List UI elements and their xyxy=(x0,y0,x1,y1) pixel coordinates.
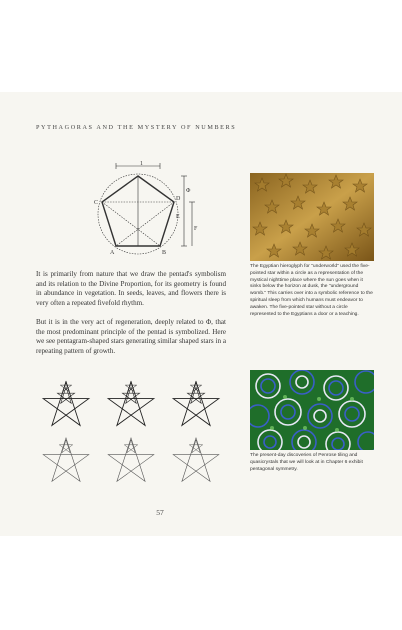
label-c: C xyxy=(94,200,99,206)
label-f: F xyxy=(194,226,198,232)
page-number: 57 xyxy=(156,508,164,517)
paragraph-regeneration: But it is in the very act of regeneration, deeply related to Φ, that the most predominant principle of the pentad is symbolized. Here we see pentagram-shaped stars generating similar shaped stars in a repeating pattern of growth. xyxy=(36,318,226,355)
star-bottom-3 xyxy=(173,438,219,481)
star-top-1 xyxy=(43,381,89,425)
caption-egyptian-hieroglyph: The Egyptian hieroglyph for "underworld" used the five-pointed star within a circle as a representation of the mystical nighttime place where the sun goes when it sinks below the horizon at dusk, the "underground womb." This carries over into a symbolic reference to the spiritual sleep from which humans must endeavor to awaken. The five-pointed star without a circle represented to the Egyptians a door or a teaching. xyxy=(250,264,373,317)
label-b: B xyxy=(162,250,167,256)
label-d: D xyxy=(176,196,181,202)
star-top-2 xyxy=(108,381,154,425)
star-bottom-2 xyxy=(108,438,154,481)
label-one: 1 xyxy=(140,161,143,167)
caption-penrose-tiling: The present-day discoveries of Penrose tiling and quasicrystals that we will look at in Chapter 6 exhibit pentagonal symmetry. xyxy=(250,453,363,472)
pentagram-stars-diagram xyxy=(36,376,226,488)
pentagon-diagram xyxy=(80,160,205,260)
running-head: PYTHAGORAS AND THE MYSTERY OF NUMBERS xyxy=(36,124,237,131)
star-bottom-1 xyxy=(43,438,89,481)
label-phi: Φ xyxy=(186,188,191,194)
label-a: A xyxy=(110,250,115,256)
paragraph-pentad-nature: It is primarily from nature that we draw the pentad's symbolism and its relation to the Divine Proportion, for its geometry is found in abundance in vegetation. In seeds, leaves, and flowers there is very often a repeated fivefold rhythm. xyxy=(36,270,226,307)
label-e: E xyxy=(176,214,180,220)
star-top-3 xyxy=(173,381,219,425)
egyptian-star-relief-photo xyxy=(250,173,374,261)
penrose-tiling-photo xyxy=(250,370,374,450)
